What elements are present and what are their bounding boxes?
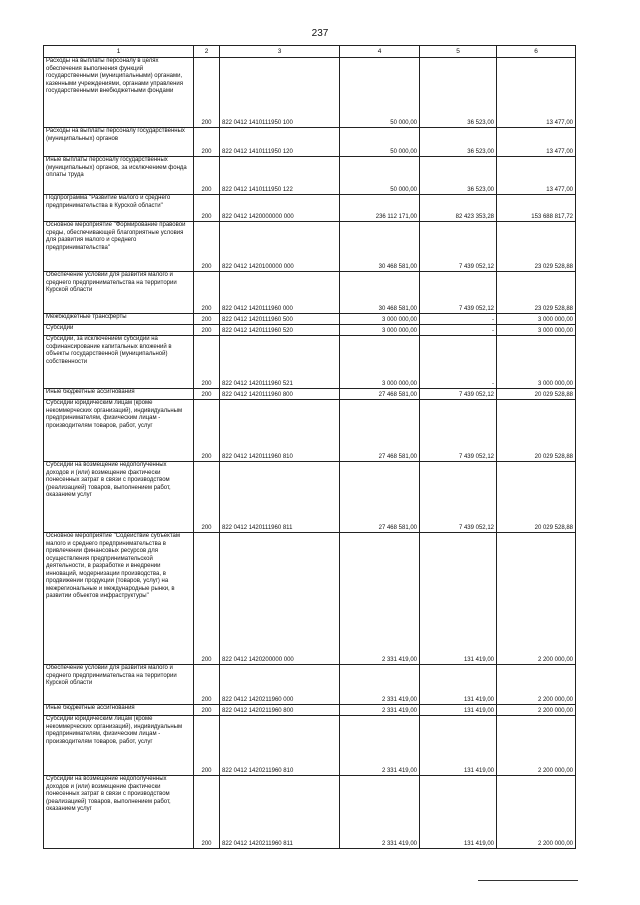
row-name-cell: Субсидии на возмещение недополученных доходов и (или) возмещение фактически понесенных затрат в связи с производством (реализацией) товаров, выполнением работ, оказанием услуг <box>44 462 194 533</box>
table-row <box>44 157 576 195</box>
row-name-cell: Субсидии юридическим лицам (кроме некоммерческих организаций), индивидуальным предпринимателям, физическим лицам - производителям товаров, работ, услуг <box>44 400 194 462</box>
row-column5-cell: 131 419,00 <box>420 776 497 849</box>
col-header-6: 6 <box>497 46 576 58</box>
table-row <box>44 314 576 325</box>
row-code-cell: 822 0412 1420100000 000 <box>220 222 340 272</box>
table-row <box>44 665 576 705</box>
row-column4-cell: 3 000 000,00 <box>340 325 420 336</box>
row-name-cell: Основное мероприятие "Содействие субъектам малого и среднего предпринимательства в привлечении финансовых ресурсов для осуществления предпринимательской деятельности, в разработке и внедрении инноваций, модернизации производства, в продвижении продукции (товаров, услуг) на межрегиональные и международные рынки, в развитии объектов инфраструктуры" <box>44 533 194 665</box>
row-column2-cell: 200 <box>194 325 220 336</box>
row-column5-cell: 131 419,00 <box>420 705 497 716</box>
row-column5-cell: 131 419,00 <box>420 533 497 665</box>
row-name-cell: Иные бюджетные ассигнования <box>44 389 194 400</box>
row-column2-cell: 200 <box>194 705 220 716</box>
row-column4-cell: 30 468 581,00 <box>340 222 420 272</box>
row-column6-cell: 2 200 000,00 <box>497 716 576 776</box>
row-column6-cell: 3 000 000,00 <box>497 314 576 325</box>
row-code-cell: 822 0412 1420111960 810 <box>220 400 340 462</box>
row-name-cell: Иные бюджетные ассигнования <box>44 705 194 716</box>
row-column2-cell: 200 <box>194 462 220 533</box>
row-code-cell: 822 0412 1420111960 520 <box>220 325 340 336</box>
row-column5-cell: 131 419,00 <box>420 716 497 776</box>
footer-rule <box>478 880 578 881</box>
row-column6-cell: 20 029 528,88 <box>497 400 576 462</box>
row-column5-cell: 7 439 052,12 <box>420 272 497 314</box>
row-code-cell: 822 0412 1410111950 122 <box>220 157 340 195</box>
table-row <box>44 222 576 272</box>
row-column2-cell: 200 <box>194 716 220 776</box>
row-name-cell: Расходы на выплаты персоналу государственных (муниципальных) органов <box>44 128 194 157</box>
row-column6-cell: 3 000 000,00 <box>497 336 576 389</box>
row-code-cell: 822 0412 1420200000 000 <box>220 533 340 665</box>
row-column6-cell: 13 477,00 <box>497 157 576 195</box>
row-column5-cell: 36 523,00 <box>420 128 497 157</box>
row-column6-cell: 2 200 000,00 <box>497 533 576 665</box>
budget-table <box>43 45 576 849</box>
table-row <box>44 716 576 776</box>
row-name-cell: Подпрограмма "Развитие малого и среднего предпринимательства в Курской области" <box>44 195 194 222</box>
row-column4-cell: 27 468 581,00 <box>340 389 420 400</box>
table-row <box>44 336 576 389</box>
row-code-cell: 822 0412 1420211960 810 <box>220 716 340 776</box>
row-column4-cell: 50 000,00 <box>340 58 420 128</box>
row-column4-cell: 27 468 581,00 <box>340 462 420 533</box>
col-header-5: 5 <box>420 46 497 58</box>
col-header-1: 1 <box>44 46 194 58</box>
row-column5-cell: 131 419,00 <box>420 665 497 705</box>
row-column4-cell: 30 468 581,00 <box>340 272 420 314</box>
row-code-cell: 822 0412 1410111950 100 <box>220 58 340 128</box>
row-column6-cell: 20 029 528,88 <box>497 462 576 533</box>
row-column4-cell: 236 112 171,00 <box>340 195 420 222</box>
row-column2-cell: 200 <box>194 195 220 222</box>
row-column2-cell: 200 <box>194 58 220 128</box>
row-column2-cell: 200 <box>194 665 220 705</box>
row-column5-cell: 7 439 052,12 <box>420 462 497 533</box>
row-name-cell: Субсидии юридическим лицам (кроме некоммерческих организаций), индивидуальным предпринимателям, физическим лицам - производителям товаров, работ, услуг <box>44 716 194 776</box>
row-column5-cell: 7 439 052,12 <box>420 400 497 462</box>
row-code-cell: 822 0412 1420211960 000 <box>220 665 340 705</box>
row-column6-cell: 3 000 000,00 <box>497 325 576 336</box>
table-row <box>44 195 576 222</box>
row-column6-cell: 13 477,00 <box>497 58 576 128</box>
row-column5-cell: 36 523,00 <box>420 58 497 128</box>
row-name-cell: Субсидии, за исключением субсидий на софинансирование капитальных вложений в объекты государственной (муниципальной) собственности <box>44 336 194 389</box>
row-column6-cell: 2 200 000,00 <box>497 776 576 849</box>
row-column5-cell: 82 423 353,28 <box>420 195 497 222</box>
row-column2-cell: 200 <box>194 389 220 400</box>
row-name-cell: Расходы на выплаты персоналу в целях обеспечения выполнения функций государственными (муниципальными) органами, казенными учреждениями, органами управления государственными внебюджетными фондами <box>44 58 194 128</box>
table-row <box>44 462 576 533</box>
row-code-cell: 822 0412 1420111960 811 <box>220 462 340 533</box>
table-row <box>44 272 576 314</box>
row-column5-cell: - <box>420 325 497 336</box>
row-code-cell: 822 0412 1420211960 811 <box>220 776 340 849</box>
table-row <box>44 400 576 462</box>
table-row <box>44 705 576 716</box>
table-row <box>44 58 576 128</box>
row-column5-cell: 36 523,00 <box>420 157 497 195</box>
row-column4-cell: 3 000 000,00 <box>340 336 420 389</box>
row-column2-cell: 200 <box>194 222 220 272</box>
row-code-cell: 822 0412 1420000000 000 <box>220 195 340 222</box>
row-name-cell: Субсидии на возмещение недополученных доходов и (или) возмещение фактически понесенных затрат в связи с производством (реализацией) товаров, выполнением работ, оказанием услуг <box>44 776 194 849</box>
row-column4-cell: 2 331 419,00 <box>340 705 420 716</box>
row-name-cell: Иные выплаты персоналу государственных (муниципальных) органов, за исключением фонда оплаты труда <box>44 157 194 195</box>
row-column5-cell: 7 439 052,12 <box>420 222 497 272</box>
row-column2-cell: 200 <box>194 776 220 849</box>
row-column2-cell: 200 <box>194 400 220 462</box>
row-code-cell: 822 0412 1420111960 000 <box>220 272 340 314</box>
col-header-3: 3 <box>220 46 340 58</box>
col-header-2: 2 <box>194 46 220 58</box>
row-code-cell: 822 0412 1410111950 120 <box>220 128 340 157</box>
row-code-cell: 822 0412 1420211960 800 <box>220 705 340 716</box>
row-column2-cell: 200 <box>194 314 220 325</box>
row-code-cell: 822 0412 1420111960 521 <box>220 336 340 389</box>
row-column5-cell: 7 439 052,12 <box>420 389 497 400</box>
row-column4-cell: 2 331 419,00 <box>340 665 420 705</box>
page-number: 237 <box>311 28 329 39</box>
row-name-cell: Основное мероприятие "Формирование правовой среды, обеспечивающей благоприятные условия для развития малого и среднего предпринимательства" <box>44 222 194 272</box>
row-name-cell: Обеспечение условий для развития малого и среднего предпринимательства на территории Курской области <box>44 665 194 705</box>
row-column4-cell: 3 000 000,00 <box>340 314 420 325</box>
row-code-cell: 822 0412 1420111960 800 <box>220 389 340 400</box>
table-row <box>44 389 576 400</box>
row-column2-cell: 200 <box>194 533 220 665</box>
table-row <box>44 533 576 665</box>
table-row <box>44 325 576 336</box>
row-column5-cell: - <box>420 336 497 389</box>
row-name-cell: Межбюджетные трансферты <box>44 314 194 325</box>
row-column6-cell: 23 029 528,88 <box>497 272 576 314</box>
row-column5-cell: - <box>420 314 497 325</box>
table-row <box>44 776 576 849</box>
row-column4-cell: 50 000,00 <box>340 157 420 195</box>
row-column6-cell: 23 029 528,88 <box>497 222 576 272</box>
row-column4-cell: 2 331 419,00 <box>340 776 420 849</box>
header-row <box>44 46 576 58</box>
row-column4-cell: 2 331 419,00 <box>340 533 420 665</box>
row-code-cell: 822 0412 1420111960 500 <box>220 314 340 325</box>
col-header-4: 4 <box>340 46 420 58</box>
row-column6-cell: 2 200 000,00 <box>497 665 576 705</box>
row-column4-cell: 27 468 581,00 <box>340 400 420 462</box>
row-column6-cell: 20 029 528,88 <box>497 389 576 400</box>
row-column6-cell: 2 200 000,00 <box>497 705 576 716</box>
row-column2-cell: 200 <box>194 336 220 389</box>
row-name-cell: Субсидии <box>44 325 194 336</box>
row-column6-cell: 153 688 817,72 <box>497 195 576 222</box>
row-column2-cell: 200 <box>194 157 220 195</box>
row-column6-cell: 13 477,00 <box>497 128 576 157</box>
row-name-cell: Обеспечение условий для развития малого и среднего предпринимательства на территории Курской области <box>44 272 194 314</box>
row-column2-cell: 200 <box>194 272 220 314</box>
row-column4-cell: 2 331 419,00 <box>340 716 420 776</box>
row-column2-cell: 200 <box>194 128 220 157</box>
table-row <box>44 128 576 157</box>
row-column4-cell: 50 000,00 <box>340 128 420 157</box>
